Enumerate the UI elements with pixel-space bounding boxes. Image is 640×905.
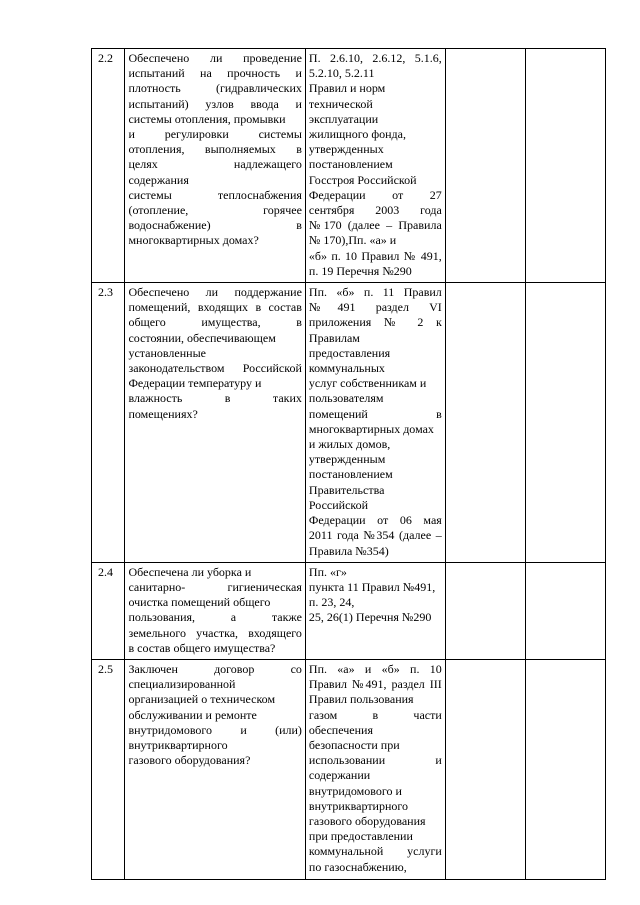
text-line: П. 2.6.10, 2.6.12, 5.1.6,: [308, 51, 442, 65]
reference-cell: [305, 283, 445, 563]
text-line: пользования, а также: [128, 610, 302, 625]
question-cell: [125, 49, 305, 283]
item-number: 2.2: [98, 51, 113, 65]
text-line: постановлением: [308, 467, 393, 482]
text-line: внутридомового и: [308, 783, 402, 798]
item-number: 2.3: [98, 285, 113, 300]
text-line: санитарно- гигиеническая: [128, 579, 302, 594]
text-line: очистка помещений общего: [128, 595, 271, 610]
text-line: многоквартирных домах: [308, 421, 434, 436]
text-line: сентября 2003 года: [308, 203, 442, 218]
text-line: утвержденных: [308, 142, 384, 157]
text-line: Правил №491, раздел III: [308, 677, 442, 692]
text-line: Федерации температуру и: [128, 376, 262, 391]
text-line: содержания: [128, 172, 189, 187]
text-line: технической: [308, 96, 373, 111]
text-line: и регулировки системы: [128, 127, 302, 142]
text-line: отопления, выполняемых в: [128, 142, 302, 157]
text-line: Правительства: [308, 482, 385, 497]
question-cell: [125, 562, 305, 659]
text-line: услуг собственникам и: [308, 376, 427, 391]
table-row: [92, 562, 606, 659]
text-line: влажность в таких: [128, 391, 302, 406]
checklist-table: [91, 48, 606, 880]
answer-cell: [445, 283, 525, 563]
text-line: №491 раздел VI: [308, 300, 442, 315]
text-line: системы теплоснабжения: [128, 187, 302, 202]
text-line: утвержденным: [308, 452, 386, 467]
text-line: Госстроя Российской: [308, 172, 417, 187]
text-line: Пп. «б» п. 11 Правил: [308, 285, 442, 300]
text-line: испытаний на прочность и: [128, 66, 302, 81]
text-line: специализированной: [128, 677, 236, 692]
text-line: эксплуатации: [308, 111, 379, 126]
text-line: Правилам: [308, 330, 360, 345]
text-line: (отопление, горячее: [128, 203, 302, 218]
item-number-cell: [92, 659, 125, 879]
text-line: испытаний) узлов ввода и: [128, 96, 302, 111]
text-line: Заключен договор со: [128, 661, 302, 676]
text-line: газового оборудования?: [128, 753, 251, 768]
text-line: Федерации от 06 мая: [308, 513, 442, 528]
item-number-cell: [92, 49, 125, 283]
text-line: 2011 года №354 (далее –: [308, 528, 442, 543]
table-row: [92, 49, 606, 283]
text-line: использовании и: [308, 753, 442, 768]
text-line: Пп. «г»: [308, 564, 347, 579]
text-line: при предоставлении: [308, 829, 413, 844]
text-line: и жилых домов,: [308, 437, 391, 452]
text-line: содержании: [308, 768, 371, 783]
text-line: плотность (гидравлических: [128, 81, 302, 96]
text-line: жилищного фонда,: [308, 127, 406, 142]
text-line: организацией о техническом: [128, 692, 276, 707]
table-row: [92, 659, 606, 879]
text-line: постановлением: [308, 157, 393, 172]
text-line: помещениях?: [128, 406, 198, 421]
text-line: № 170),Пп. «а» и: [308, 233, 397, 248]
text-line: земельного участка, входящего: [128, 625, 302, 640]
notes-cell: [525, 659, 605, 879]
text-line: предоставления: [308, 345, 391, 360]
text-line: Правил пользования: [308, 692, 414, 707]
question-cell: [125, 659, 305, 879]
text-line: внутриквартирного: [128, 737, 228, 752]
text-line: законодательством Российской: [128, 361, 302, 376]
text-line: Обеспечено ли поддержание: [128, 285, 302, 300]
text-line: Обеспечено ли проведение: [128, 51, 302, 65]
text-line: многоквартирных домах?: [128, 233, 259, 248]
reference-cell: [305, 659, 445, 879]
text-line: внутриквартирного: [308, 798, 409, 813]
text-line: Правила №354): [308, 543, 389, 558]
answer-cell: [445, 49, 525, 283]
text-line: помещений в: [308, 406, 442, 421]
text-line: Российской: [308, 497, 369, 512]
text-line: в состав общего имущества?: [128, 640, 276, 655]
text-line: п. 19 Перечня №290: [308, 263, 412, 278]
text-line: Федерации от 27: [308, 187, 442, 202]
text-line: водоснабжение) в: [128, 218, 302, 233]
text-line: помещений, входящих в состав: [128, 300, 302, 315]
text-line: системы отопления, промывки: [128, 111, 286, 126]
text-line: обслуживании и ремонте: [128, 707, 257, 722]
text-line: пункта 11 Правил №491,: [308, 579, 436, 594]
text-line: п. 23, 24,: [308, 595, 355, 610]
item-number: 2.5: [98, 661, 113, 676]
text-line: Правил и норм: [308, 81, 386, 96]
text-line: коммунальных: [308, 361, 385, 376]
answer-cell: [445, 562, 525, 659]
text-line: обеспечения: [308, 722, 373, 737]
text-line: Обеспечена ли уборка и: [128, 564, 252, 579]
reference-cell: [305, 49, 445, 283]
text-line: Пп. «а» и «б» п. 10: [308, 661, 442, 676]
text-line: №170 (далее – Правила: [308, 218, 442, 233]
text-line: пользователям: [308, 391, 384, 406]
notes-cell: [525, 283, 605, 563]
reference-cell: [305, 562, 445, 659]
text-line: общего имущества, в: [128, 315, 302, 330]
text-line: целях надлежащего: [128, 157, 302, 172]
text-line: коммунальной услуги: [308, 844, 442, 859]
text-line: 5.2.10, 5.2.11: [308, 66, 375, 81]
item-number: 2.4: [98, 564, 113, 579]
text-line: безопасности при: [308, 737, 400, 752]
text-line: газового оборудования: [308, 813, 426, 828]
item-number-cell: [92, 283, 125, 563]
text-line: 25, 26(1) Перечня №290: [308, 610, 432, 625]
text-line: по газоснабжению,: [308, 859, 407, 874]
item-number-cell: [92, 562, 125, 659]
notes-cell: [525, 49, 605, 283]
notes-cell: [525, 562, 605, 659]
text-line: установленные: [128, 345, 206, 360]
text-line: «б» п. 10 Правил № 491,: [308, 248, 442, 263]
table-row: [92, 283, 606, 563]
question-cell: [125, 283, 305, 563]
text-line: внутридомового и (или): [128, 722, 302, 737]
text-line: приложения № 2 к: [308, 315, 442, 330]
text-line: газом в части: [308, 707, 442, 722]
answer-cell: [445, 659, 525, 879]
text-line: состоянии, обеспечивающем: [128, 330, 276, 345]
